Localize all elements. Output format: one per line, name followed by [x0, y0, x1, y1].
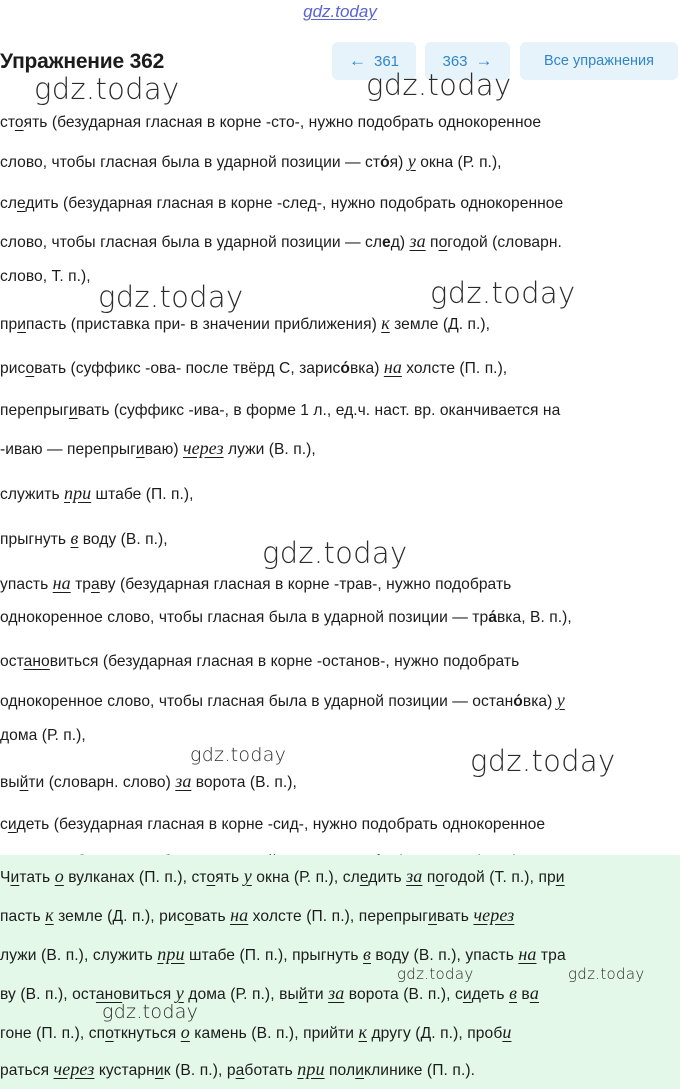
answer-line: [0, 866, 565, 887]
underlined-letter: и: [68, 402, 78, 419]
text-segment: холсте (П. п.), перепрыг: [248, 908, 429, 925]
text-segment: ти: [307, 986, 329, 1003]
preposition: а: [529, 983, 539, 1003]
text-segment: я): [389, 154, 408, 171]
underlined-letter: и: [10, 869, 20, 886]
text-segment: ботать: [244, 1062, 298, 1079]
text-segment: п: [425, 234, 439, 251]
preposition: через: [182, 438, 224, 458]
text-segment: окна (Р. п.),: [415, 154, 502, 171]
text-line: [0, 816, 545, 834]
answer-line: [0, 983, 539, 1004]
preposition: у: [175, 983, 184, 1003]
text-segment: камень (В. п.), прийти: [189, 1025, 359, 1042]
text-segment: земле (Д. п.),: [389, 316, 490, 333]
watermark: gdz.today: [568, 965, 645, 983]
text-line: [0, 402, 560, 420]
text-segment: с: [0, 816, 8, 833]
text-segment: ву (В. п.), ост: [0, 986, 96, 1003]
text-segment: годой (Т. п.), пр: [444, 869, 556, 886]
preposition: в: [363, 944, 371, 964]
text-line: [0, 313, 490, 334]
underlined-letter: и: [154, 1062, 164, 1079]
preposition: о: [54, 866, 64, 886]
arrow-right-icon: →: [475, 51, 493, 70]
preposition: через: [473, 905, 515, 925]
underlined-letter: о: [25, 360, 35, 377]
text-line: [0, 771, 297, 792]
text-segment: гоне (П. п.), сп: [0, 1025, 106, 1042]
text-segment: вать (суффикс -ива-, в форме 1 л., ед.ч. наст. вр. оканчивается на: [77, 402, 561, 419]
text-segment: тр: [70, 576, 92, 593]
text-line: [0, 438, 316, 459]
text-segment: дома (Р. п.),: [0, 727, 86, 744]
watermark: gdz.today: [34, 72, 180, 106]
text-line: [0, 357, 507, 378]
underlined-letter: и: [462, 986, 472, 1003]
text-segment: воду (В. п.), упасть: [370, 947, 519, 964]
text-segment: пасть (приставка при- в значении приближения): [25, 316, 382, 333]
text-segment: прыгнуть: [0, 531, 71, 548]
preposition: при: [297, 1059, 325, 1079]
preposition: у: [407, 151, 416, 171]
text-segment: виться: [122, 986, 176, 1003]
text-segment: пасть: [0, 908, 46, 925]
preposition: за: [406, 866, 423, 886]
text-segment: упасть: [0, 576, 53, 593]
text-segment: ять (безударная гласная в корне -сто-, нужно подобрать однокоренное: [23, 114, 542, 131]
text-segment: ворота (В. п.), с: [344, 986, 463, 1003]
text-segment: вать (суффикс -ова- после твёрд С, зарис: [34, 360, 341, 377]
watermark: gdz.today: [397, 965, 474, 983]
text-segment: вка): [349, 360, 384, 377]
watermark: gdz.today: [430, 276, 576, 310]
preposition: к: [45, 905, 54, 925]
underlined-letter: е: [17, 195, 26, 212]
text-segment: слово, чтобы гласная была в ударной позиции — ст: [0, 154, 381, 171]
preposition: при: [64, 483, 92, 503]
text-segment: деть: [471, 986, 510, 1003]
text-line: [0, 483, 194, 504]
text-segment: пол: [324, 1062, 356, 1079]
text-line: [0, 727, 86, 745]
underlined-letter: и: [7, 816, 17, 833]
text-segment: вка, В. п.),: [496, 609, 572, 626]
text-segment: кустарн: [94, 1062, 155, 1079]
text-line: [0, 690, 565, 711]
text-segment: в: [517, 986, 530, 1003]
underlined-letter: и: [355, 1062, 364, 1079]
stressed-vowel: а́: [488, 609, 497, 626]
watermark: gdz.today: [98, 280, 244, 314]
text-segment: пр: [0, 316, 18, 333]
text-segment: штабе (П. п.), прыгнуть: [184, 947, 364, 964]
answer-line: [0, 905, 514, 926]
underlined-letter: и: [135, 441, 145, 458]
text-segment: ти (словарн. слово): [28, 774, 176, 791]
answer-line: [0, 1059, 475, 1080]
text-segment: окна (Р. п.), сл: [251, 869, 360, 886]
underlined-letter: о: [105, 1025, 114, 1042]
text-segment: -иваю — перепрыг: [0, 441, 136, 458]
text-segment: холсте (П. п.),: [401, 360, 508, 377]
stressed-vowel: о́: [340, 360, 350, 377]
text-segment: вулканах (П. п.), ст: [63, 869, 207, 886]
arrow-left-icon: ←: [348, 51, 366, 70]
underlined-letter: о: [435, 869, 445, 886]
underlined-letter: о: [184, 908, 194, 925]
text-segment: однокоренное слово, чтобы гласная была в ударной позиции — остан: [0, 693, 514, 710]
preposition: за: [175, 771, 192, 791]
text-segment: ткнуться: [113, 1025, 181, 1042]
underlined-letter: о: [438, 234, 448, 251]
text-segment: лужи (В. п.),: [223, 441, 316, 458]
text-segment: слово, Т. п.),: [0, 268, 91, 285]
text-line: [0, 528, 168, 549]
underlined-letter: и: [17, 316, 26, 333]
text-segment: земле (Д. п.), рис: [53, 908, 185, 925]
underlined-letter: й: [19, 774, 29, 791]
text-line: [0, 231, 562, 252]
text-segment: служить: [0, 486, 65, 503]
text-line: [0, 609, 572, 627]
text-segment: клинике (П. п.).: [364, 1062, 476, 1079]
preposition: у: [243, 866, 252, 886]
watermark: gdz.today: [262, 536, 408, 570]
all-exercises-button[interactable]: Все упражнения: [520, 42, 678, 80]
text-segment: вка): [522, 693, 557, 710]
text-segment: вать: [436, 908, 474, 925]
preposition: за: [328, 983, 345, 1003]
answer-line: [0, 1022, 511, 1043]
text-segment: тать: [19, 869, 55, 886]
text-segment: тра: [536, 947, 566, 964]
text-segment: к (В. п.), р: [163, 1062, 236, 1079]
text-segment: деть (безударная гласная в корне -сид-, нужно подобрать однокоренное: [16, 816, 546, 833]
preposition: к: [381, 313, 390, 333]
text-segment: воду (В. п.),: [78, 531, 168, 548]
text-segment: штабе (П. п.),: [91, 486, 194, 503]
text-segment: ву (безударная гласная в корне -трав-, нужно подобрать: [99, 576, 512, 593]
text-segment: д): [390, 234, 410, 251]
preposition: на: [52, 573, 71, 593]
next-exercise-label: 363: [442, 52, 468, 70]
text-line: [0, 195, 563, 213]
underlined-letter: ано: [95, 986, 123, 1003]
text-segment: дить (безударная гласная в корне -след-, нужно подобрать однокоренное: [25, 195, 564, 212]
text-segment: вы: [0, 774, 20, 791]
preposition: на: [383, 357, 402, 377]
text-segment: вать: [193, 908, 231, 925]
watermark: gdz.today: [366, 68, 512, 102]
underlined-letter: а: [91, 576, 100, 593]
underlined-letter: а: [235, 1062, 245, 1079]
preposition: в: [509, 983, 517, 1003]
site-link[interactable]: gdz.today: [303, 2, 377, 21]
page-title: Упражнение 362: [0, 50, 165, 73]
text-line: [0, 653, 519, 671]
underlined-letter: и: [555, 869, 565, 886]
underlined-letter: и: [428, 908, 437, 925]
preposition: в: [70, 528, 79, 548]
underlined-letter: о: [206, 869, 216, 886]
text-segment: ост: [0, 653, 24, 670]
text-segment: ворота (В. п.),: [191, 774, 297, 791]
text-segment: другу (Д. п.), проб: [367, 1025, 503, 1042]
text-segment: Ч: [0, 869, 11, 886]
text-segment: рис: [0, 360, 26, 377]
answer-line: [0, 944, 566, 965]
text-segment: дить: [368, 869, 407, 886]
text-segment: перепрыг: [0, 402, 69, 419]
text-segment: лужи (В. п.), служить: [0, 947, 158, 964]
preposition: у: [556, 690, 565, 710]
preposition: при: [157, 944, 185, 964]
text-segment: ваю): [144, 441, 183, 458]
text-segment: ст: [0, 114, 15, 131]
preposition: о: [180, 1022, 190, 1042]
text-segment: ять: [215, 869, 244, 886]
watermark: gdz.today: [102, 1001, 199, 1023]
text-segment: раться: [0, 1062, 54, 1079]
underlined-letter: о: [14, 114, 24, 131]
preposition: через: [53, 1059, 95, 1079]
underlined-letter: ано: [23, 653, 50, 670]
text-segment: виться (безударная гласная в корне -останов-, нужно подобрать: [49, 653, 520, 670]
text-segment: однокоренное слово, чтобы гласная была в ударной позиции — тр: [0, 609, 489, 626]
stressed-vowel: е: [382, 234, 391, 251]
preposition: и: [502, 1022, 512, 1042]
text-line: [0, 151, 502, 172]
stressed-vowel: о́: [380, 154, 390, 171]
text-line: [0, 268, 91, 286]
prev-exercise-label: 361: [373, 52, 400, 70]
stressed-vowel: о́: [513, 693, 523, 710]
preposition: на: [518, 944, 537, 964]
text-segment: сл: [0, 195, 17, 212]
underlined-letter: й: [298, 986, 308, 1003]
underlined-letter: е: [359, 869, 369, 886]
text-segment: годой (словарн.: [447, 234, 562, 251]
text-segment: дома (Р. п.), вы: [183, 986, 299, 1003]
preposition: за: [409, 231, 426, 251]
preposition: на: [230, 905, 249, 925]
text-segment: п: [422, 869, 436, 886]
text-line: [0, 114, 541, 132]
text-segment: слово, чтобы гласная была в ударной позиции — сл: [0, 234, 383, 251]
text-line: [0, 573, 511, 594]
preposition: к: [358, 1022, 368, 1042]
watermark: gdz.today: [190, 744, 287, 766]
watermark: gdz.today: [470, 744, 616, 778]
